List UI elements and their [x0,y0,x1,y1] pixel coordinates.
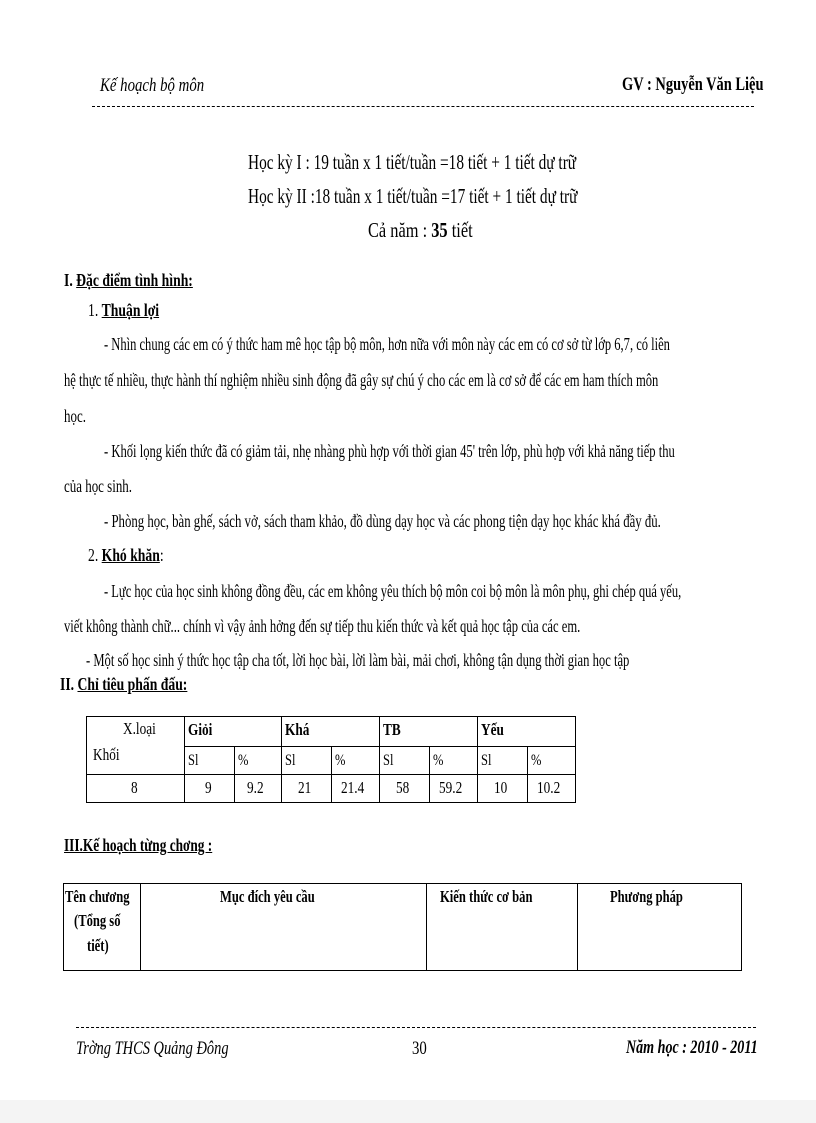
value-cell: 58 [380,775,430,803]
title-line-2 [248,184,699,209]
header-right [622,74,808,96]
footer-left-text: Trờng THCS Quảng Đông [76,1038,229,1059]
subsection-1-heading [88,300,182,321]
subheader-cell: % [332,747,380,775]
paragraph-4-line-2-text: viết không thành chữ... chính vì vậy ảnh hởng đến sự tiếp thu kiến thức và kết quả học tập của các em. [64,616,581,636]
row-khoi-cell: 8 [87,775,185,803]
paragraph-2-line-2 [64,476,158,497]
header-right-text: GV : Nguyễn Văn Liệu [622,74,764,95]
footer-right-text: Năm học : 2010 - 2011 [626,1037,758,1058]
subsection-2-title: Khó khăn [101,545,160,565]
chapter-plan-table [63,883,742,971]
header-left [100,75,234,97]
group-header-kha: Khá [282,717,380,747]
paragraph-1-line-3-text: học. [64,406,86,426]
group-header-yeu: Yếu [478,717,576,747]
paragraph-1-line-1-text: - Nhìn chung các em có ý thức ham mê học tập bộ môn, hơn nữa với môn này các em có cơ sở từ lớp 6,7, có liên [104,334,670,354]
section-2-heading [60,674,228,695]
title-line-1 [248,150,697,175]
value-cell: 10.2 [528,775,576,803]
value-cell: 10 [478,775,528,803]
paragraph-1-line-2-text: hệ thực tế nhiều, thực hành thí nghiệm nhiều sinh động đã gây sự chú ý cho các em là cơ sở để các em ham thích môn [64,370,659,390]
subheader-cell: Sl [184,747,234,775]
page-bottom-margin [0,1100,816,1123]
subsection-2-number: 2. [88,545,102,565]
paragraph-4-line-2 [64,616,802,637]
purpose-header: Mục đích yêu cầu [140,884,427,971]
value-cell: 9 [184,775,234,803]
paragraph-3 [104,511,816,532]
paragraph-5 [86,650,816,671]
footer-left [76,1038,277,1060]
subheader-cell: Sl [380,747,430,775]
subsection-2-heading [88,545,188,566]
section-1-heading [64,270,234,291]
group-header-gioi: Giỏi [184,717,282,747]
subheader-cell: % [430,747,478,775]
group-header-tb: TB [380,717,478,747]
paragraph-2-line-1-text: - Khối lọng kiến thức đã có giảm tải, nhẹ nhàng phù hợp với thời gian 45' trên lớp, phù hợp với khả năng tiếp thu [104,441,675,461]
chapter-name-header-line-2: (Tổng số [74,911,121,930]
paragraph-5-text: - Một số học sinh ý thức học tập cha tốt, lời học bài, lời làm bài, mải chơi, không tận dụng thời gian học tập [86,650,630,670]
paragraph-3-text: - Phòng học, bàn ghế, sách vở, sách tham khảo, đồ dùng dạy học và các phong tiện dạy học khác khá đầy đủ. [104,511,661,531]
subsection-1-title: Thuận lợi [101,300,160,320]
section-1-title: Đặc điểm tình hình: [76,270,193,290]
subheader-cell: Sl [282,747,332,775]
header-left-text: Kế hoạch bộ môn [100,75,205,96]
title-line-3 [368,218,502,243]
value-cell: 9.2 [234,775,282,803]
subheader-cell: Sl [478,747,528,775]
section-2-number: II. [60,674,78,694]
paragraph-1-line-3 [64,406,95,427]
subsection-2-colon: : [159,545,164,565]
paragraph-2-line-1 [104,441,816,462]
title-line-2-text: Học kỳ II :18 tuần x 1 tiết/tuần =17 tiết + 1 tiết dự trữ [248,184,578,208]
footer-divider [76,1027,756,1028]
footer-right [626,1037,804,1059]
method-header: Phương pháp [578,884,742,971]
title-line-1-text: Học kỳ I : 19 tuần x 1 tiết/tuần =18 tiết + 1 tiết dự trữ [248,150,577,174]
paragraph-4-line-1-text: - Lực học của học sinh không đồng đều, các em không yêu thích bộ môn coi bộ môn là môn phụ, ghi chép quá yếu, [104,581,682,601]
section-3-title: III.Kế hoạch từng chơng : [64,835,213,855]
value-cell: 59.2 [430,775,478,803]
section-1-number: I. [64,270,77,290]
title-line-3-text [368,218,473,243]
subheader-cell: % [528,747,576,775]
section-3-heading [64,835,264,856]
corner-top-label: X.loại [123,719,156,738]
basic-knowledge-header: Kiến thức cơ bản [427,884,578,971]
target-table [86,716,576,803]
paragraph-1-line-2 [64,370,816,391]
page-number: 30 [412,1038,427,1059]
title-line-3-suffix: tiết [447,218,473,242]
header-divider [92,106,754,107]
chapter-name-header-line-3: tiết) [87,936,109,955]
subheader-cell: % [234,747,282,775]
value-cell: 21.4 [332,775,380,803]
value-cell: 21 [282,775,332,803]
title-line-3-number: 35 [431,218,448,242]
subsection-1-number: 1. [88,300,102,320]
paragraph-4-line-1 [104,581,816,602]
corner-bottom-label: Khối [93,745,120,764]
title-line-3-prefix: Cả năm : [368,218,432,242]
chapter-name-header-line-1: Tên chương [65,887,130,906]
table-corner-cell [87,717,185,775]
paragraph-1-line-1 [104,334,816,355]
section-2-title: Chỉ tiêu phấn đấu: [77,674,188,694]
footer-page-number [412,1038,431,1060]
paragraph-2-line-2-text: của học sinh. [64,476,133,496]
chapter-name-header [64,884,141,971]
